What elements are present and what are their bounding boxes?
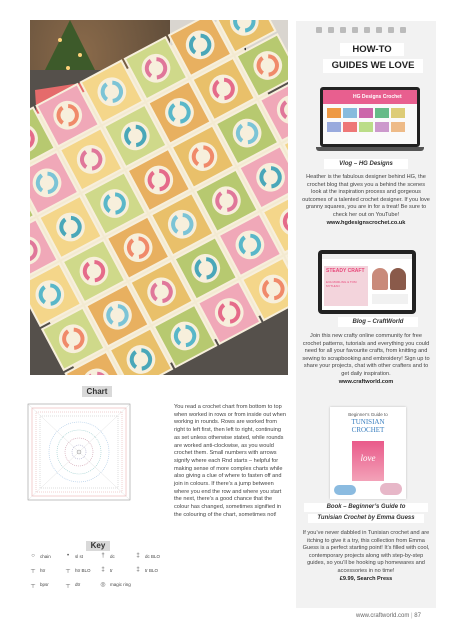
- sidebar-heading-line2: GUIDES WE LOVE: [323, 59, 423, 73]
- key-item: ┬ bpsr: [28, 581, 63, 588]
- book-cover: [330, 407, 406, 499]
- hg-banner: HG Designs Crochet: [323, 90, 417, 104]
- dtr-icon: ┬: [65, 581, 71, 588]
- vlog-description: Heather is the fabulous designer behind HG, the crochet blog that gives you a behind the scenes look at the inspiration process and gorgeous outcomes of a talented crochet designer. If you love granny squares, you are in for a treat! Be sure to check her out on YouTube! www.hgdesignscrochet.co.uk: [302, 174, 430, 226]
- slip-stitch-icon: •: [66, 553, 70, 559]
- bpsr-icon: ┬: [30, 581, 36, 588]
- laptop-screenshot: [316, 87, 424, 157]
- blog-link[interactable]: www.craftworld.com: [338, 378, 394, 385]
- book-cover-word: love: [360, 453, 376, 463]
- steady-craft-sub: EVA MURLING & TOM MYTHIAN: [326, 280, 357, 288]
- page-footer: www.craftworld.com | 87: [356, 613, 421, 619]
- key-item: • sl st: [63, 553, 98, 559]
- tablet-screenshot: [318, 250, 416, 314]
- blog-caption: Blog – CraftWorld: [338, 317, 418, 327]
- key-item: ┬ dtr: [63, 581, 98, 588]
- tr-blo-icon: ‡: [136, 567, 140, 573]
- chain-icon: ○: [31, 553, 35, 559]
- crochet-chart: [26, 402, 132, 502]
- book-caption-line2: Tunisian Crochet by Emma Guess: [308, 514, 424, 523]
- key-item: ┬ htr BLO: [63, 567, 98, 573]
- book-cover-title: TUNISIAN CROCHET: [351, 418, 385, 434]
- chart-label: Chart: [82, 386, 112, 397]
- key-item: ○ chain: [28, 553, 63, 559]
- chart-key: [28, 553, 168, 596]
- key-item: ‡ tr BLO: [133, 567, 168, 573]
- binding-icon: [316, 25, 416, 35]
- key-item: ‡ dc BLO: [133, 553, 168, 559]
- chart-explanation: You read a crochet chart from bottom to top when worked in rows or from inside out when working in rounds. Rows are worked from right to left first, then left to right, continuing as set unless otherwise stated, while rounds are worked anti-clockwise, as you would crochet them. Small numbers with arrows signify where each Rnd starts – helpful for making sense of more complex charts while also giving a clue of where to fasten off and join in colours. If there’s a jump between where you end the row and where you start the next, there’s a good chance that the colour has changed, sometimes signified in the colouring of the chart, sometimes not!: [174, 404, 286, 518]
- book-description: If you’ve never dabbled in Tunisian crochet and are itching to give it a try, this collection from Emma Guess is a perfect starting point! It’s filled with cool, contemporary projects along with step-by-step guides, so you’ll be hooking up homewares and accessories in no time! £9.99, Search Press: [302, 530, 430, 582]
- steady-craft-title: STEADY CRAFT: [326, 268, 365, 274]
- book-price: £9.99, Search Press: [339, 575, 393, 582]
- key-label: Key: [86, 541, 110, 551]
- key-item: ┬ htr: [28, 567, 63, 573]
- key-item: † dc: [98, 553, 133, 559]
- htr-icon: ┬: [30, 567, 36, 573]
- magic-ring-icon: ◎: [100, 582, 106, 588]
- book-cover-top: Beginner’s Guide to: [348, 412, 388, 417]
- vlog-caption: Vlog – HG Designs: [324, 159, 408, 169]
- footer-url[interactable]: www.craftworld.com: [356, 613, 410, 619]
- vlog-link[interactable]: www.hgdesignscrochet.co.uk: [326, 219, 406, 226]
- book-caption-line1: Book – Beginner’s Guide to: [304, 503, 428, 512]
- how-to-sidebar: [296, 21, 436, 608]
- double-crochet-icon: †: [101, 553, 105, 559]
- key-item: ◎ magic ring: [98, 581, 148, 588]
- page-number: 87: [414, 613, 421, 619]
- treble-icon: ‡: [101, 567, 105, 573]
- htr-blo-icon: ┬: [65, 567, 71, 573]
- blog-description: Join this new crafty online community for free crochet patterns, tutorials and everything you could need for all your favourite crafts, from knitting and sewing to scrapbooking and embroidery! Sign up to share your projects, chat with other crafters and to get daily inspiration. www.craftworld.com: [302, 333, 430, 385]
- sidebar-heading-line1: HOW-TO: [340, 43, 404, 56]
- blanket-photo: [30, 20, 288, 375]
- dc-blo-icon: ‡: [136, 553, 140, 559]
- key-item: ‡ tr: [98, 567, 133, 573]
